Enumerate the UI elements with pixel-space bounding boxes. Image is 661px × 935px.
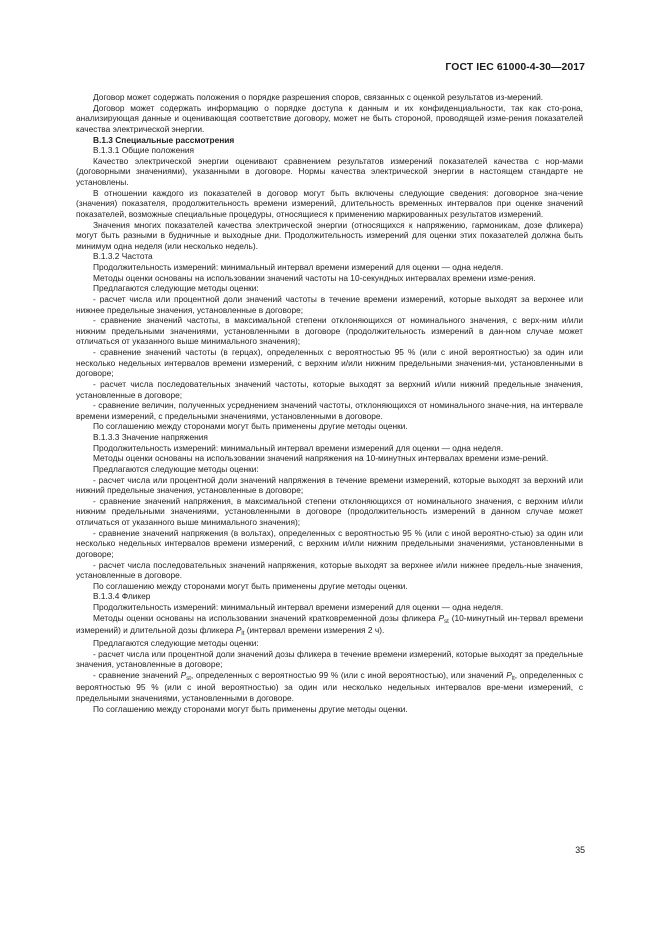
pst-symbol: P [180, 669, 187, 680]
list-item: - сравнение значений напряжения (в вольтах), определенных с вероятностью 95 % (или с иной вероятно-стью) за один или несколько недельных интервалов времени измерений, с верхним и/или нижним предельными значениями, установленными в договоре; [76, 527, 583, 559]
list-item: - сравнение значений частоты (в герцах), определенных с вероятностью 95 % (или с иной вероятностью) за один или несколько недельных интервалов времени измерений, с верхним и/или нижним предельными значения-ми, установленными в договоре; [76, 347, 583, 379]
list-item: - расчет числа или процентной доли значений дозы фликера в течение времени измерений, которые выходят за предельные значения, установленные в договоре; [76, 648, 583, 670]
list-item: - расчет числа последовательных значений напряжения, которые выходят за верхнее и/или нижнее предель-ные значения, установленные в договоре. [76, 559, 583, 581]
paragraph: Предлагаются следующие методы оценки: [93, 283, 259, 294]
document-standard-header: ГОСТ IEC 61000-4-30—2017 [445, 62, 585, 73]
paragraph: Методы оценки основаны на использовании значений напряжения на 10-минутных интервалах времени изме-рений. [93, 453, 549, 464]
paragraph: Продолжительность измерений: минимальный интервал времени измерений для оценки — одна неделя. [93, 262, 504, 272]
plt-symbol: P [235, 625, 242, 636]
pst-subscript: st [186, 675, 191, 682]
subsection-heading: В.1.3.4 Фликер [93, 591, 151, 602]
document-body [76, 92, 583, 714]
list-item: - сравнение величин, полученных усреднением значений частоты, отклоняющихся от номинального значе-ния, на интервале времени измерений, с предельными значениями, установленными в договоре. [76, 400, 583, 421]
paragraph: В отношении каждого из показателей в договор могут быть включены следующие сведения: договорное зна-чение (значения) показателя, продолжительность времени измерений, длительность временных интервалов при оценке значений показателей, возможные специальные процедуры, относящиеся к применению маркированных результатов измерений. [76, 187, 583, 219]
subsection-heading: В.1.3.2 Частота [93, 251, 153, 262]
list-item: - расчет числа последовательных значений частоты, которые выходят за верхний и/или нижний предельные значения, установленные в договоре; [76, 378, 583, 400]
paragraph: Значения многих показателей качества электрической энергии (относящихся к напряжению, гармоникам, дозе фликера) могут быть разными в будничные и выходные дни. Продолжительность измерений для оценки этих показателей должна быть минимум одна неделя (или несколько недель). [76, 219, 583, 251]
paragraph: По соглашению между сторонами могут быть применены другие методы оценки. [93, 580, 408, 591]
subsection-heading: В.1.3.1 Общие положения [93, 145, 195, 156]
list-item: - сравнение значений частоты, в максимальной степени отклоняющихся от номинального значения, с верх-ним и/или нижним предельными значениями, установленными в договоре (продолжительность измерений в дан-ном случае может отличаться от указанного выше минимального значения); [76, 315, 583, 347]
paragraph: Продолжительность измерений: минимальный интервал времени измерений для оценки — одна неделя. [93, 602, 504, 612]
paragraph: Договор может содержать информацию о порядке доступа к данным и их конфиденциальности, так как сто-рона, анализирующая данные и оценивающая соответствие договору, может не быть стороной, проводящей изме-рения показателей качества электрической энергии. [76, 102, 583, 134]
paragraph: Методы оценки основаны на использовании значений частоты на 10-секундных интервалах времени изме-рения. [93, 272, 536, 283]
plt-subscript: lt [511, 675, 515, 682]
list-item: - расчет числа или процентной доли значений напряжения в течение времени измерений, которые выходят за верхний или нижний предельные значения, установленные в договоре; [76, 474, 583, 496]
paragraph-flicker-methods: Методы оценки основаны на использовании значений кратковременной дозы фликера $P_{st}$ (10-минутный ин-тервал времени измерений) и длительной дозы фликера $P_{lt}$ (интервал времени измерения 2 ч). [76, 612, 583, 638]
list-item: - расчет числа или процентной доли значений частоты в течение времени измерений, которые выходят за верхнее или нижнее предельные значения, установленные в договоре; [76, 293, 583, 315]
plt-symbol: P [506, 669, 512, 680]
paragraph: Предлагаются следующие методы оценки: [93, 637, 259, 648]
pst-symbol: P [438, 612, 445, 623]
paragraph: Предлагаются следующие методы оценки: [93, 463, 259, 474]
paragraph: По соглашению между сторонами могут быть применены другие методы оценки. [93, 421, 408, 432]
subsection-heading: В.1.3.3 Значение напряжения [93, 432, 208, 442]
paragraph: Качество электрической энергии оценивают сравнением результатов измерений показателей качества с нор-мами (договорными значениями), указанными в договоре. Нормы качества электрической энергии в настоящем стандарте не установлены. [76, 155, 583, 187]
paragraph: Договор может содержать положения о порядке разрешения споров, связанных с оценкой результатов из-мерений. [93, 92, 544, 102]
list-item-flicker-compare: - сравнение значений $P_{st}$, определенных с вероятностью 99 % (или с иной вероятностью), или значений $P_{lt}$, определенных с вероятностью 95 % (или с иной вероятностью) за один или несколько недельных интервалов вре-мени измерений, с предельными значениями, установленными в договоре. [76, 669, 583, 703]
paragraph: По соглашению между сторонами могут быть применены другие методы оценки. [93, 703, 408, 714]
pst-subscript: st [444, 618, 449, 625]
list-item: - сравнение значений напряжения, в максимальной степени отклоняющихся от номинального значения, с верхним и/или нижним предельными значениями, установленными в договоре (продолжительность измерений в данном случае может отличаться от указанного выше минимального значения); [76, 495, 583, 527]
page-number: 35 [575, 845, 585, 855]
section-heading: В.1.3 Специальные рассмотрения [93, 134, 235, 145]
plt-subscript: lt [241, 631, 245, 638]
paragraph: Продолжительность измерений: минимальный интервал времени измерений для оценки — одна неделя. [93, 442, 504, 453]
